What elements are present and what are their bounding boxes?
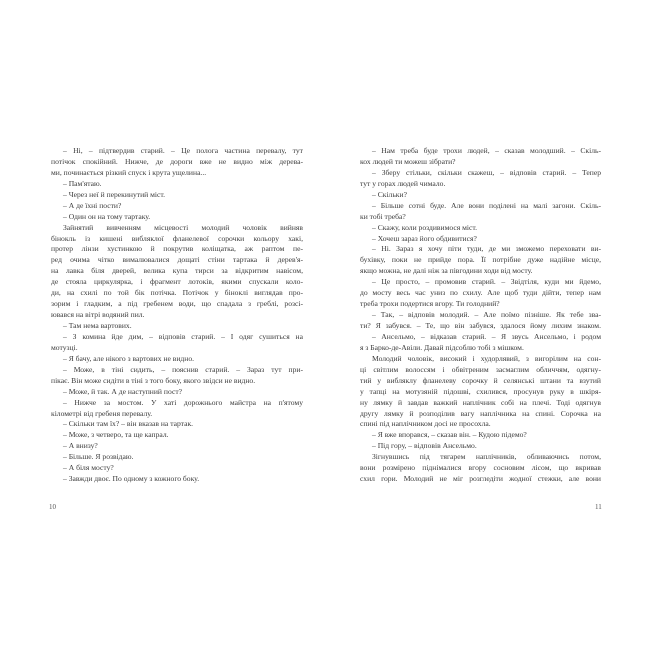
text-line: – Може, з четверо, та ще капрал.	[63, 430, 169, 440]
text-line: ювався на вітрі водяний пил.	[51, 310, 145, 320]
text-line: мотузці.	[51, 342, 78, 352]
page-number-left: 10	[49, 503, 56, 511]
text-line: – Я вже впорався, – сказав він. – Кудою підемо?	[372, 430, 527, 440]
text-line: – Нижче за мостом. У хаті дорожнього майстра на п'ятому	[63, 397, 303, 407]
text-line: тут у горах людей чимало.	[360, 178, 446, 188]
text-line: – А біля мосту?	[63, 463, 114, 473]
text-line: ці світлим волоссям і обвітреним засмаглим обличчям, одягну-	[360, 364, 601, 374]
text-line: другу лямку й розподілив вагу наплічника на спині. Сорочка на	[360, 408, 601, 418]
text-line: – Під гору, – відповів Ансельмо.	[372, 441, 477, 451]
text-line: – Більше. Я розвідаю.	[63, 452, 134, 462]
text-line: – Так, – відповів молодий. – Але поїмо пізніше. Як тебе зва-	[372, 310, 601, 320]
text-line: спині під наплічником досі не просохла.	[360, 419, 491, 429]
page-number-right: 11	[595, 503, 602, 511]
text-line: я з Барко-де-Авіли. Давай підсоблю тобі з мішком.	[360, 342, 524, 352]
text-line: – Ансельмо, – відказав старий. – Я звусь Ансельмо, і родом	[372, 331, 601, 341]
text-line: кох людей ти можеш зібрати?	[360, 156, 456, 166]
text-line: – Я бачу, але нікого з вартових не видно.	[63, 353, 195, 363]
text-line: протер лінзи хустинкою й покрутив коліщатка, аж раптом пе-	[51, 244, 303, 254]
text-line: – Скажу, коли роздивимося міст.	[372, 222, 478, 232]
text-line: – Пам'ятаю.	[63, 178, 102, 188]
text-line: ну лямку й завдав важкий наплічник собі на плечі. Тоді одягнув	[360, 397, 601, 407]
text-line: – Завжди двоє. По одному з кожного боку.	[63, 474, 200, 484]
text-line: – Може, й так. А де наступний пост?	[63, 386, 183, 396]
text-line: – З комина йде дим, – відповів старий. – І одяг сушиться на	[63, 331, 303, 341]
text-line: – Один он на тому тартаку.	[63, 211, 151, 221]
text-line: – А де їхні пости?	[63, 200, 122, 210]
text-line: Зігнувшись під тягарем наплічників, обливаючись потом,	[372, 452, 602, 462]
text-line: у тапці на мотузяній підошві, схилився, просунув руку в шкіря-	[360, 386, 601, 396]
text-line: до мосту весь час униз по схилу. Але щоб туди дійти, тепер нам	[360, 288, 601, 298]
text-line: ки тобі треба?	[360, 211, 406, 221]
left-page-text	[51, 146, 303, 485]
text-line: – Ні. Зараз я хочу піти туди, де ми зможемо переховати ви-	[372, 244, 601, 254]
text-line: – Зберу стільки, скільки скажеш, – відповів старий. – Тепер	[372, 167, 601, 177]
text-line: кілометрі від гребеня перевалу.	[51, 408, 153, 418]
text-line: – А внизу?	[63, 441, 98, 451]
text-line: – Скільки там їх? – він вказав на тартак.	[63, 419, 194, 429]
text-line: Молодий чоловік, високий і худорлявий, з вигорілим на сон-	[372, 353, 601, 363]
text-line: зорим і гладким, а під гребенем води, що спадала з греблі, розсі-	[51, 299, 303, 309]
text-line: – Там нема вартових.	[63, 321, 132, 330]
text-line: ди, на схилі по той бік потічка. Потічок у біноклі виглядав про-	[51, 288, 303, 298]
text-line: тий у вибляклу фланелеву сорочку й селянські штани та взутий	[360, 375, 601, 385]
text-line: – Хочеш зараз його обдивитися?	[372, 233, 477, 243]
text-line: схил гори. Молодий не міг розгледіти жодної стежки, але вони	[360, 474, 601, 484]
text-line: бінокль із кишені вибляклої фланелевої сорочки кольору хакі,	[51, 233, 303, 243]
text-line: пікає. Він може сидіти в тіні з того боку, якого звідси не видно.	[51, 375, 256, 385]
text-line: ми, починається різкий спуск і крута ущелина...	[51, 167, 207, 177]
text-line: потічок спокійний. Нижче, де дороги вже не видно між дерева-	[51, 156, 303, 166]
right-page-text	[360, 146, 601, 485]
text-line: бухівку, поки не прийде пора. Її потрібне дуже надійне місце,	[360, 255, 601, 265]
text-line: якщо можна, не далі ніж за півгодини ходи від мосту.	[360, 266, 533, 276]
text-line: вони розмірено піднімалися вгору сосновим лісом, що вкривав	[360, 463, 601, 473]
text-line: Зайнятий вивченням місцевості молодий чоловік вийняв	[63, 222, 303, 232]
text-line: – Це просто, – промовив старий. – Звідтіля, куди ми йдемо,	[372, 277, 601, 287]
text-line: – Через неї й перекинутий міст.	[63, 189, 166, 199]
text-line: – Нам треба буде трохи людей, – сказав молодший. – Скіль-	[372, 146, 601, 155]
text-line: – Ні, – підтвердив старий. – Це полога частина перевалу, тут	[63, 146, 303, 155]
text-line: треба трохи подертися вгору. Ти голодний?	[360, 299, 500, 309]
text-line: де стояла циркулярка, і фрагмент лотоків, якими спускали коло-	[51, 277, 303, 287]
text-line: – Може, в тіні сидить, – пояснив старий. – Зараз тут при-	[63, 364, 303, 374]
text-line: ти? Я забувся. – Те, що він забувся, здалося йому лихим знаком.	[360, 321, 601, 330]
text-line: на лавка біля дверей, велика купа тирси за відкритим навісом,	[51, 266, 303, 276]
text-line: – Більше сотні буде. Але вони поділені на малі загони. Скіль-	[372, 200, 601, 210]
text-line: – Скільки?	[372, 189, 407, 199]
text-line: ред очима чітко вималювалися дощаті стіни тартака й дерев'я-	[51, 255, 303, 265]
